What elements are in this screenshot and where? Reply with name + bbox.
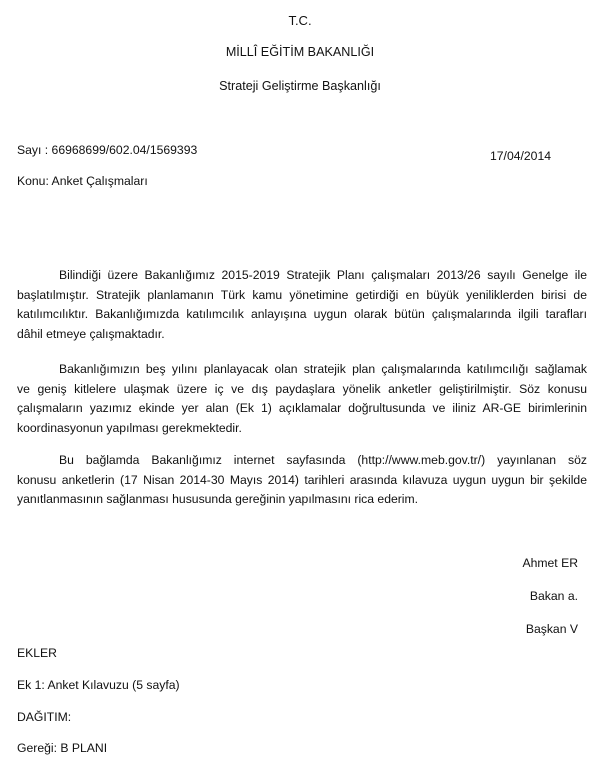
signatory-title-1: Bakan a.	[529, 589, 578, 603]
document-subject: Konu: Anket Çalışmaları	[17, 174, 148, 188]
paragraph-line: çalışmaların yazımız ekinde yer alan (Ek 1) açıklamalar doğrultusunda ve iliniz AR-GE birimlerinin	[17, 401, 587, 415]
document-number: Sayı : 66968699/602.04/1569393	[17, 143, 198, 157]
paragraph-line: yanıtlanmasının sağlanması hususunda gereğinin yapılmasını rica ederim.	[17, 492, 419, 506]
paragraph-line: koordinasyonun yapılması gerekmektedir.	[17, 420, 242, 435]
signatory-name: Ahmet ER	[522, 556, 578, 570]
body-paragraph-2	[17, 360, 587, 438]
paragraph-line: konusu anketlerin (17 Nisan 2014-30 Mayıs 2014) tarihleri arasında kılavuza uygun uygun bir şekilde	[17, 472, 587, 487]
header-department: Strateji Geliştirme Başkanlığı	[219, 79, 381, 93]
paragraph-line: Bakanlığımızın beş yılını planlayacak olan stratejik plan çalışmalarında katılımcılığı sağlamak	[59, 362, 587, 376]
paragraph-line: dâhil etmeye çalışmaktadır.	[17, 326, 165, 341]
paragraph-line: Bu bağlamda Bakanlığımız internet sayfasında (http://www.meb.gov.tr/) yayınlanan söz	[59, 453, 587, 467]
paragraph-line: Bilindiği üzere Bakanlığımız 2015-2019 Stratejik Planı çalışmaları 2013/26 sayılı Genelge ile	[59, 268, 587, 282]
paragraph-line: başlatılmıştır. Stratejik planlamanın Türk kamu yönetimine getirdiği en büyük yeniliklerden birisi de	[17, 287, 587, 302]
document-date: 17/04/2014	[490, 149, 551, 163]
body-paragraph-1	[17, 266, 587, 344]
body-paragraph-3	[17, 451, 587, 510]
distribution-action: Gereği: B PLANI	[17, 741, 108, 755]
paragraph-line: katılımcılıktır. Bakanlığımızda katılımcılık anlayışına uygun olarak bütün çalışmalarında ilgili tarafları	[17, 307, 587, 321]
distribution-heading: DAĞITIM:	[17, 710, 72, 724]
paragraph-line: ve geniş kitlelere ulaşmak üzere iç ve dış paydaşlara yönelik anketler geliştirilmiştir. Söz konusu	[17, 381, 587, 396]
header-tc: T.C.	[288, 13, 312, 28]
signatory-title-2: Başkan V	[525, 622, 578, 636]
attachment-1: Ek 1: Anket Kılavuzu (5 sayfa)	[17, 678, 180, 692]
header-ministry: MİLLÎ EĞİTİM BAKANLIĞI	[225, 45, 375, 59]
attachments-heading: EKLER	[17, 646, 57, 660]
